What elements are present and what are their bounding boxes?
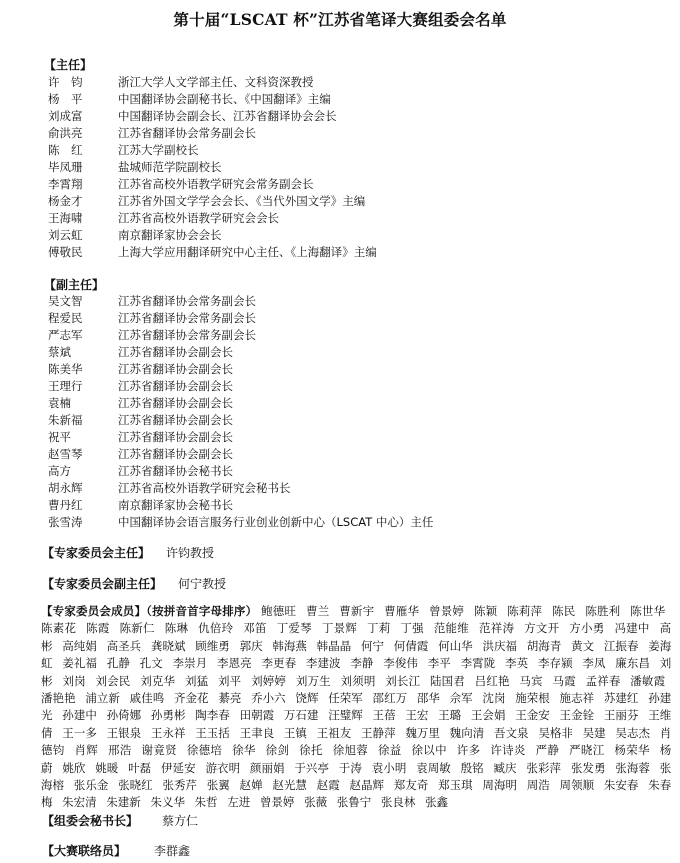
member-name: 刘云虹 <box>48 228 83 242</box>
expert-member-name: 陈素花 <box>41 621 77 636</box>
member-name: 程爱民 <box>48 311 83 325</box>
expert-member-name: 伊延安 <box>160 760 196 775</box>
expert-member-name: 吴格非 <box>538 725 573 740</box>
expert-member-name: 严晓江 <box>569 743 605 758</box>
expert-member-name: 田朝霞 <box>239 708 275 723</box>
expert-member-name: 赵婵 <box>239 778 263 793</box>
expert-member-name: 袁周敏 <box>416 760 451 775</box>
expert-member-name: 韩海燕 <box>272 638 307 653</box>
expert-member-name: 王祖友 <box>316 725 352 740</box>
expert-member-name: 许诗炎 <box>490 743 526 758</box>
expert-member-name: 范能维 <box>433 621 470 636</box>
member-row <box>48 210 377 227</box>
expert-member-name: 陆国君 <box>429 673 465 688</box>
directors-heading: 【主任】 <box>44 58 93 72</box>
expert-member-name: 潘敏霞 <box>630 673 666 688</box>
member-role: 江苏省翻译协会秘书长 <box>118 464 233 478</box>
expert-member-name: 李霄陇 <box>460 656 496 671</box>
expert-member-name: 赵晶辉 <box>349 778 385 793</box>
member-role: 江苏省翻译协会常务副会长 <box>118 126 256 140</box>
expert-member-name: 周浩 <box>526 778 550 793</box>
member-name: 杨 平 <box>48 92 83 106</box>
member-row <box>48 412 433 429</box>
expert-member-name: 李更春 <box>261 656 297 671</box>
expert-member-name: 孙勇彬 <box>150 708 186 723</box>
expert-member-name: 严静 <box>535 743 560 758</box>
member-name: 刘成富 <box>48 109 83 123</box>
member-row <box>48 361 433 378</box>
expert-member-name: 邵华 <box>416 691 440 706</box>
member-role: 江苏省高校外语教学研究会会长 <box>118 211 279 225</box>
member-role: 江苏省翻译协会副会长 <box>118 379 233 393</box>
expert-member-name: 叶磊 <box>128 760 152 775</box>
expert-member-name: 张薇 <box>304 795 328 810</box>
expert-member-name: 王金铨 <box>559 708 595 723</box>
expert-member-name: 陈莉萍 <box>507 604 543 618</box>
member-row <box>48 310 433 327</box>
expert-member-name: 马宾 <box>519 673 543 688</box>
expert-member-name: 张翼 <box>206 778 230 793</box>
expert-member-name: 吾文泉 <box>493 725 529 740</box>
expert-member-name: 顾维勇 <box>195 638 230 653</box>
contact-line <box>42 842 190 859</box>
expert-member-name: 李崇月 <box>172 656 208 671</box>
member-name: 陈美华 <box>48 362 83 376</box>
expert-vice-chair-heading: 【专家委员会副主任】 <box>42 577 163 591</box>
member-name: 许 钧 <box>48 75 83 89</box>
expert-member-name: 陈霞 <box>86 621 110 636</box>
expert-member-name: 潘艳艳 <box>41 691 76 706</box>
expert-member-name: 陈胜利 <box>585 604 621 618</box>
member-role: 江苏省翻译协会副会长 <box>118 345 233 359</box>
member-role: 盐城师范学院副校长 <box>118 160 222 174</box>
expert-vice-chair-value: 何宁教授 <box>178 577 227 591</box>
expert-member-name: 徐德培 <box>186 743 223 758</box>
expert-member-name: 刘克华 <box>140 673 176 688</box>
expert-member-name: 徐益 <box>377 743 402 758</box>
expert-member-name: 吴建 <box>582 725 606 740</box>
member-name: 王海啸 <box>48 211 83 225</box>
expert-member-name: 谢竟贤 <box>141 743 177 758</box>
expert-member-name: 何山华 <box>438 638 473 653</box>
member-role: 江苏省高校外语教学研究会常务副会长 <box>118 177 314 191</box>
expert-member-name: 刘猛 <box>184 673 209 688</box>
expert-member-name: 陈世华 <box>630 604 666 618</box>
expert-member-name: 沈岗 <box>482 691 506 706</box>
expert-member-name: 王璐 <box>438 708 462 723</box>
expert-member-name: 龚晓斌 <box>150 638 186 653</box>
expert-member-name: 刘须明 <box>340 673 376 688</box>
expert-member-name: 赵光慧 <box>272 778 307 793</box>
expert-member-name: 曾景婷 <box>429 604 465 618</box>
expert-member-name: 廉东昌 <box>615 656 650 671</box>
expert-member-name: 臧庆 <box>493 760 517 775</box>
expert-member-name: 孙建光 <box>41 691 672 723</box>
member-role: 江苏省高校外语教学研究会秘书长 <box>118 481 291 495</box>
member-row <box>48 395 433 412</box>
expert-member-name: 刘岗 <box>62 673 86 688</box>
expert-member-name: 朱春梅 <box>41 778 672 810</box>
member-name: 俞洪亮 <box>48 126 83 140</box>
expert-member-name: 张发勇 <box>570 760 606 775</box>
member-role: 江苏省外国文学学会会长、《当代外国文学》主编 <box>118 194 366 208</box>
expert-member-name: 何倩霞 <box>393 638 429 653</box>
expert-member-name: 殷铭 <box>460 760 484 775</box>
member-row <box>48 446 433 463</box>
member-name: 杨金才 <box>48 194 83 208</box>
expert-member-name: 朱安春 <box>603 778 639 793</box>
expert-member-name: 王镇 <box>283 725 307 740</box>
expert-member-name: 王玉括 <box>195 725 230 740</box>
expert-member-name: 汪璧辉 <box>328 708 363 723</box>
expert-member-name: 张鲁宁 <box>336 795 372 810</box>
expert-member-name: 王静萍 <box>361 725 396 740</box>
member-row <box>48 193 377 210</box>
expert-member-name: 饶辉 <box>295 691 319 706</box>
member-row <box>48 463 433 480</box>
expert-member-name: 姜礼福 <box>62 656 98 671</box>
member-name: 祝平 <box>48 430 71 444</box>
expert-member-name: 邵红万 <box>372 691 408 706</box>
member-name: 曹丹红 <box>48 498 83 512</box>
expert-members-heading: 【专家委员会成员】（按拼音首字母排序） <box>41 604 258 618</box>
expert-member-name: 郑友奇 <box>393 778 429 793</box>
member-name: 高方 <box>48 464 71 478</box>
expert-member-name: 郑玉琪 <box>438 778 473 793</box>
member-role: 江苏省翻译协会副会长 <box>118 413 233 427</box>
expert-member-name: 陶李春 <box>195 708 230 723</box>
expert-member-name: 邓笛 <box>243 621 267 636</box>
expert-member-name: 丁强 <box>400 621 424 636</box>
expert-member-name: 王蓓 <box>372 708 396 723</box>
expert-member-name: 冯建中 <box>614 621 650 636</box>
expert-member-name: 江振春 <box>603 638 639 653</box>
expert-member-name: 曾景婷 <box>259 795 295 810</box>
vice-directors-list <box>48 293 433 531</box>
member-role: 江苏省翻译协会常务副会长 <box>118 311 256 325</box>
expert-member-name: 孙建中 <box>62 708 97 723</box>
expert-member-name: 万石建 <box>283 708 319 723</box>
expert-member-name: 苏建红 <box>603 691 639 706</box>
expert-member-name: 范祥涛 <box>478 621 515 636</box>
expert-member-name: 施荣根 <box>515 691 550 706</box>
expert-member-name: 孔静 <box>106 656 130 671</box>
directors-list <box>48 74 377 261</box>
member-row <box>48 176 377 193</box>
expert-member-name: 陈新仁 <box>119 621 155 636</box>
expert-member-name: 杨荣华 <box>614 743 650 758</box>
expert-member-name: 曹雁华 <box>384 604 420 618</box>
expert-member-name: 孙倚娜 <box>106 708 142 723</box>
expert-member-name: 李俊伟 <box>383 656 418 671</box>
expert-member-name: 孟祥春 <box>585 673 621 688</box>
expert-member-name: 李静 <box>350 656 374 671</box>
expert-member-name: 魏万里 <box>405 725 440 740</box>
member-row <box>48 74 377 91</box>
expert-member-name: 佘军 <box>449 691 473 706</box>
expert-member-name: 高圣兵 <box>106 638 142 653</box>
member-role: 江苏省翻译协会副会长 <box>118 362 233 376</box>
member-name: 朱新福 <box>48 413 83 427</box>
expert-member-name: 王金安 <box>515 708 550 723</box>
member-role: 中国翻译协会副会长、江苏省翻译协会会长 <box>118 109 337 123</box>
member-row <box>48 327 433 344</box>
expert-member-name: 高彬 <box>41 621 672 653</box>
expert-chair-heading: 【专家委员会主任】 <box>42 546 151 560</box>
secretary-general-line <box>42 812 198 829</box>
member-name: 毕凤珊 <box>48 160 83 174</box>
expert-member-name: 徐托 <box>299 743 323 758</box>
member-name: 傅敬民 <box>48 245 83 259</box>
expert-member-name: 张乐金 <box>73 778 109 793</box>
member-name: 赵雪琴 <box>48 447 83 461</box>
expert-member-name: 方文开 <box>524 621 560 636</box>
page-title: 第十届“LSCAT 杯”江苏省笔译大赛组委会名单 <box>173 10 507 29</box>
member-name: 严志军 <box>48 328 83 342</box>
expert-member-name: 高纯娟 <box>62 638 97 653</box>
member-row <box>48 108 377 125</box>
expert-member-name: 王银泉 <box>106 725 142 740</box>
expert-member-name: 姜海虹 <box>41 638 672 671</box>
expert-member-name: 王宏 <box>405 708 429 723</box>
expert-member-name: 郭庆 <box>239 638 263 653</box>
member-row <box>48 91 377 108</box>
member-role: 江苏省翻译协会常务副会长 <box>118 294 256 308</box>
expert-member-name: 于涛 <box>338 760 362 775</box>
expert-member-name: 陈民 <box>552 604 576 618</box>
expert-member-name: 孔文 <box>139 656 163 671</box>
secretary-general-value: 蔡方仁 <box>162 814 199 828</box>
member-row <box>48 142 377 159</box>
member-name: 袁楠 <box>48 396 71 410</box>
expert-member-name: 任荣军 <box>328 691 363 706</box>
expert-member-name: 方小勇 <box>569 621 605 636</box>
expert-member-name: 乔小六 <box>251 691 286 706</box>
member-row <box>48 497 433 514</box>
expert-member-name: 鲍德旺 <box>261 604 297 618</box>
member-name: 蔡斌 <box>48 345 71 359</box>
member-row <box>48 429 433 446</box>
member-role: 浙江大学人文学部主任、文科资深教授 <box>118 75 314 89</box>
expert-member-name: 黄文 <box>571 638 595 653</box>
expert-member-name: 刘平 <box>218 673 242 688</box>
member-name: 吴文智 <box>48 294 83 308</box>
member-name: 李霄翔 <box>48 177 83 191</box>
expert-member-name: 曹新宇 <box>339 604 375 618</box>
expert-member-name: 朱义华 <box>150 795 185 810</box>
expert-member-name: 魏向清 <box>449 725 485 740</box>
expert-member-name: 朱哲 <box>194 795 218 810</box>
member-role: 江苏省翻译协会副会长 <box>118 396 233 410</box>
member-role: 江苏省翻译协会副会长 <box>118 447 233 461</box>
expert-member-name: 綦亮 <box>218 691 242 706</box>
expert-member-name: 王一多 <box>62 725 97 740</box>
member-name: 胡永辉 <box>48 481 83 495</box>
expert-member-name: 李凤 <box>582 656 606 671</box>
expert-member-name: 刘长江 <box>385 673 421 688</box>
expert-member-name: 许多 <box>456 743 481 758</box>
member-row <box>48 514 433 531</box>
expert-member-name: 肖德钧 <box>41 725 672 758</box>
expert-member-name: 李恩亮 <box>217 656 252 671</box>
expert-members-paragraph <box>41 603 671 812</box>
expert-member-name: 于兴亭 <box>294 760 330 775</box>
member-role: 中国翻译协会副秘书长、《中国翻译》主编 <box>118 92 331 106</box>
expert-member-name: 游衣明 <box>205 760 241 775</box>
expert-member-name: 朱建新 <box>106 795 141 810</box>
expert-member-name: 李建波 <box>305 656 341 671</box>
expert-member-name: 王维倩 <box>41 708 672 740</box>
vice-directors-heading: 【副主任】 <box>44 278 105 292</box>
expert-member-name: 徐以中 <box>411 743 447 758</box>
expert-member-name: 张晓红 <box>118 778 153 793</box>
expert-member-name: 赵霞 <box>316 778 340 793</box>
expert-member-name: 吕红艳 <box>474 673 510 688</box>
expert-member-name: 张鑫 <box>425 795 449 810</box>
expert-member-name: 邢浩 <box>108 743 132 758</box>
expert-member-name: 朱宏清 <box>62 795 97 810</box>
member-name: 陈 红 <box>48 143 83 157</box>
expert-member-name: 戚佳鸣 <box>129 691 165 706</box>
expert-member-name: 杨蔚 <box>41 743 672 775</box>
member-row <box>48 480 433 497</box>
expert-member-name: 仇倍玲 <box>198 621 234 636</box>
expert-member-name: 张海蓉 <box>615 760 650 775</box>
expert-member-name: 刘彬 <box>41 656 672 688</box>
member-row <box>48 344 433 361</box>
expert-member-name: 袁小明 <box>371 760 407 775</box>
expert-member-name: 丁爱琴 <box>276 621 312 636</box>
member-role: 中国翻译协会语言服务行业创业创新中心（LSCAT 中心）主任 <box>118 515 434 529</box>
contact-value: 李群鑫 <box>154 844 191 858</box>
secretary-general-heading: 【组委会秘书长】 <box>42 814 139 828</box>
expert-member-name: 胡海青 <box>526 638 562 653</box>
expert-member-name: 王聿良 <box>239 725 275 740</box>
member-name: 张雪涛 <box>48 515 83 529</box>
member-row <box>48 125 377 142</box>
member-row <box>48 293 433 310</box>
expert-member-name: 施志祥 <box>559 691 595 706</box>
member-role: 南京翻译家协会会长 <box>118 228 222 242</box>
member-role: 南京翻译家协会秘书长 <box>118 498 233 512</box>
expert-member-name: 姚暖 <box>95 760 119 775</box>
expert-member-name: 张秀芹 <box>162 778 198 793</box>
member-row <box>48 159 377 176</box>
expert-member-name: 刘会民 <box>95 673 131 688</box>
expert-member-name: 马霞 <box>552 673 576 688</box>
expert-member-name: 浦立新 <box>85 691 120 706</box>
expert-member-name: 肖辉 <box>74 743 99 758</box>
expert-member-name: 洪庆福 <box>482 638 518 653</box>
expert-member-name: 陈颖 <box>473 604 498 618</box>
expert-member-name: 吴志杰 <box>615 725 651 740</box>
expert-member-name: 姚欣 <box>62 760 86 775</box>
expert-member-name: 周领顺 <box>559 778 595 793</box>
member-name: 王理行 <box>48 379 83 393</box>
member-role: 江苏省翻译协会常务副会长 <box>118 328 256 342</box>
expert-member-name: 何宁 <box>361 638 385 653</box>
expert-member-name: 左进 <box>227 795 251 810</box>
expert-member-name: 张彩萍 <box>526 760 562 775</box>
member-row <box>48 378 433 395</box>
expert-member-name: 陈琳 <box>164 621 189 636</box>
expert-vice-chair-line <box>42 575 226 592</box>
expert-member-name: 张良林 <box>380 795 416 810</box>
expert-member-name: 徐剑 <box>265 743 290 758</box>
expert-member-name: 齐金花 <box>173 691 209 706</box>
expert-member-name: 徐华 <box>232 743 256 758</box>
expert-member-name: 刘万生 <box>295 673 331 688</box>
member-role: 上海大学应用翻译研究中心主任、《上海翻译》主编 <box>118 245 377 259</box>
member-role: 江苏大学副校长 <box>118 143 199 157</box>
expert-member-name: 徐旭蓉 <box>332 743 369 758</box>
expert-chair-value: 许钧教授 <box>166 546 215 560</box>
member-role: 江苏省翻译协会副会长 <box>118 430 233 444</box>
member-row <box>48 227 377 244</box>
expert-member-name: 王会娟 <box>470 708 506 723</box>
expert-member-name: 张海榕 <box>41 760 672 793</box>
expert-member-name: 曹兰 <box>306 604 330 618</box>
expert-member-name: 李英 <box>505 656 529 671</box>
expert-member-name: 李存颍 <box>537 656 573 671</box>
expert-member-name: 刘婷婷 <box>251 673 287 688</box>
expert-member-name: 周海明 <box>482 778 518 793</box>
expert-member-name: 李平 <box>427 656 451 671</box>
expert-member-name: 颜丽娟 <box>249 760 285 775</box>
expert-member-name: 王丽芬 <box>603 708 639 723</box>
expert-member-name: 丁景辉 <box>321 621 358 636</box>
expert-member-name: 丁莉 <box>367 621 391 636</box>
expert-member-name: 王永祥 <box>150 725 186 740</box>
expert-member-name: 韩晶晶 <box>316 638 352 653</box>
member-row <box>48 244 377 261</box>
expert-chair-line <box>42 544 214 561</box>
contact-heading: 【大赛联络员】 <box>42 844 127 858</box>
